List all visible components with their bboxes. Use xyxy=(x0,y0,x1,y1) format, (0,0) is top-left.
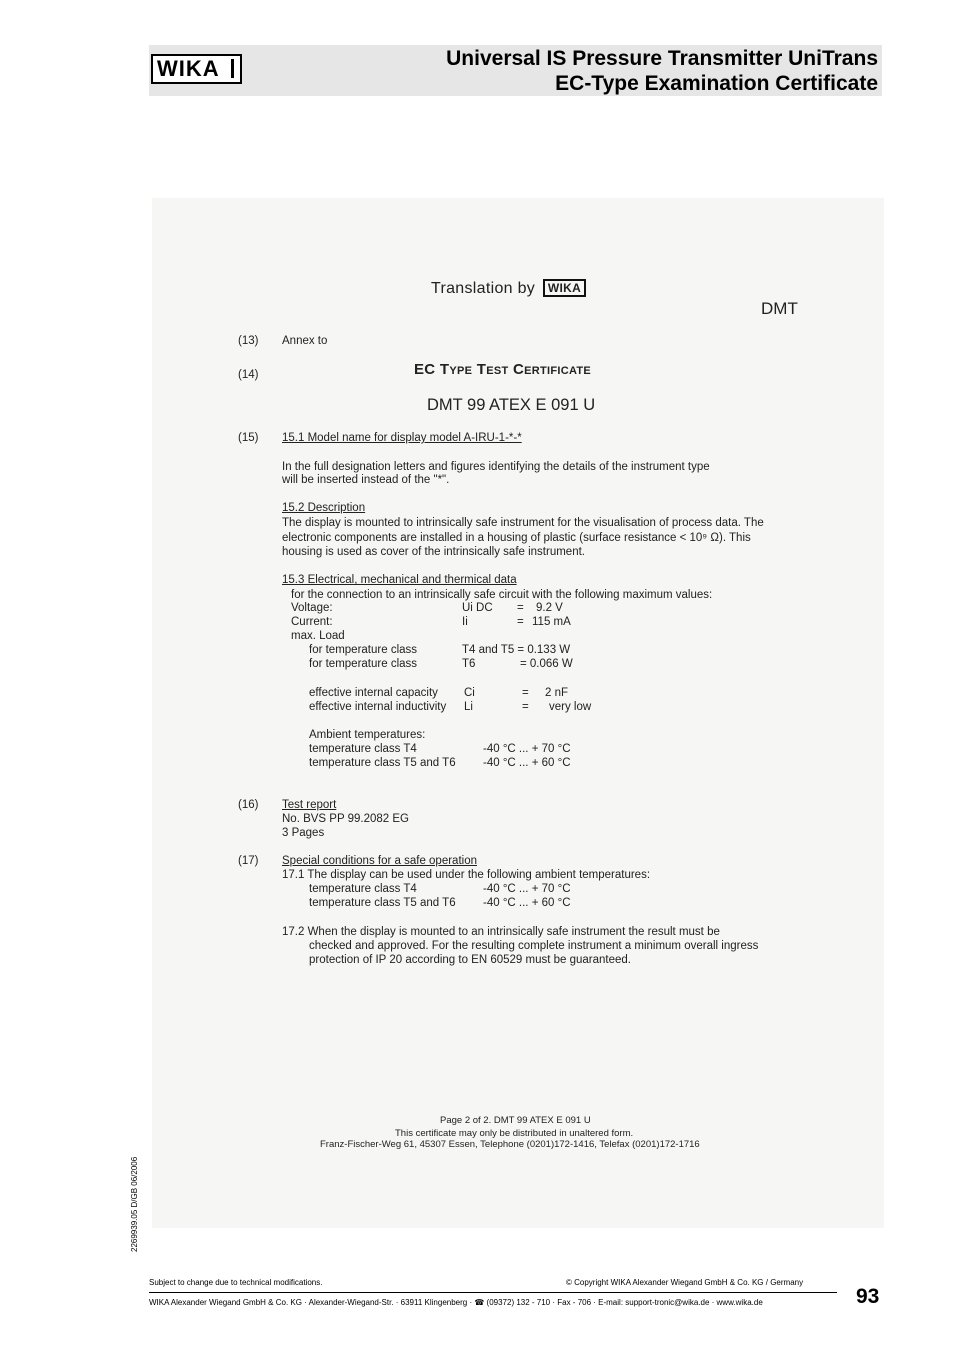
voltage-value: 9.2 V xyxy=(536,602,563,614)
heading-17: Special conditions for a safe operation xyxy=(282,855,477,867)
heading-15-3: 15.3 Electrical, mechanical and thermical data xyxy=(282,574,517,586)
title-line-1: Universal IS Pressure Transmitter UniTrans xyxy=(446,47,878,70)
current-label: Current: xyxy=(291,616,333,628)
para-15-2-line1: The display is mounted to intrinsically safe instrument for the visualisation of process data. The xyxy=(282,517,764,529)
inductivity-label: effective internal inductivity xyxy=(309,701,447,713)
title-line-2: EC-Type Examination Certificate xyxy=(555,72,878,95)
capacity-label: effective internal capacity xyxy=(309,687,438,699)
test-report-pages: 3 Pages xyxy=(282,827,325,839)
translation-logo: WIKA xyxy=(543,279,586,297)
load-1-label: for temperature class xyxy=(309,644,418,656)
footer-disclaimer: Subject to change due to technical modifications. xyxy=(149,1278,323,1287)
inductivity-eq: = xyxy=(522,701,529,713)
certificate-number: DMT 99 ATEX E 091 U xyxy=(427,396,596,414)
para-15-2-line2: electronic components are installed in a housing of plastic (surface resistance < 10⁹ Ω). This xyxy=(282,532,751,544)
ambient-2-label: temperature class T5 and T6 xyxy=(309,757,456,769)
document-code: 2269939.05 D/GB 06/2006 xyxy=(130,1156,139,1252)
section-16-number: (16) xyxy=(238,799,259,811)
section-14-number: (14) xyxy=(238,369,259,381)
footer-address: WIKA Alexander Wiegand GmbH & Co. KG · Alexander-Wiegand-Str. · 63911 Klingenberg · ☎ (09372) 132 - 710 · Fax - 706 · E-mail: support-tronic@wika.de · www.wika.de xyxy=(149,1298,763,1307)
logo-text: WIKA xyxy=(157,56,220,81)
voltage-eq: = xyxy=(517,602,524,614)
load-2-value: = 0.066 W xyxy=(520,658,573,670)
section-13-number: (13) xyxy=(238,335,259,347)
capacity-symbol: Ci xyxy=(464,687,475,699)
para-15-1-line2: will be inserted instead of the "*". xyxy=(282,474,450,486)
condition-temp-2-label: temperature class T5 and T6 xyxy=(309,897,456,909)
condition-17-2-line1: 17.2 When the display is mounted to an intrinsically safe instrument the result must be xyxy=(282,926,720,938)
condition-temp-1-value: -40 °C ... + 70 °C xyxy=(483,883,571,895)
ambient-1-value: -40 °C ... + 70 °C xyxy=(483,743,571,755)
section-13-text: Annex to xyxy=(282,335,328,347)
condition-temp-2-value: -40 °C ... + 60 °C xyxy=(483,897,571,909)
certificate-footer-line3: Franz-Fischer-Weg 61, 45307 Essen, Telephone (0201)172-1416, Telefax (0201)172-1716 xyxy=(320,1139,700,1150)
translation-line xyxy=(431,279,586,297)
condition-17-2-line3: protection of IP 20 according to EN 60529 must be guaranteed. xyxy=(309,954,631,966)
electrical-intro: for the connection to an intrinsically safe circuit with the following maximum values: xyxy=(291,589,713,601)
translation-label: Translation by xyxy=(431,280,536,297)
certificate-footer-line2: This certificate may only be distributed in unaltered form. xyxy=(395,1128,634,1139)
condition-17-2-line2: checked and approved. For the resulting complete instrument a minimum overall ingress xyxy=(309,940,759,952)
voltage-label: Voltage: xyxy=(291,602,333,614)
max-load-label: max. Load xyxy=(291,630,345,642)
ambient-1-label: temperature class T4 xyxy=(309,743,417,755)
certificate-title: EC Type Test Certificate xyxy=(414,361,592,378)
dmt-mark: DMT xyxy=(761,299,798,318)
condition-17-1: 17.1 The display can be used under the following ambient temperatures: xyxy=(282,869,651,881)
heading-15-1: 15.1 Model name for display model A-IRU-1-*-* xyxy=(282,432,522,444)
load-1-value: T4 and T5 = 0.133 W xyxy=(462,644,571,656)
load-2-class: T6 xyxy=(462,658,476,670)
load-2-label: for temperature class xyxy=(309,658,418,670)
test-report-number: No. BVS PP 99.2082 EG xyxy=(282,813,410,825)
voltage-symbol: Ui DC xyxy=(462,602,493,614)
section-17-number: (17) xyxy=(238,855,259,867)
section-15-number: (15) xyxy=(238,432,259,444)
inductivity-value: very low xyxy=(549,701,592,713)
ambient-heading: Ambient temperatures: xyxy=(309,729,426,741)
heading-16: Test report xyxy=(282,799,337,811)
scanned-certificate xyxy=(152,198,884,1228)
para-15-1-line1: In the full designation letters and figures identifying the details of the instrument type xyxy=(282,461,710,473)
current-symbol: Ii xyxy=(462,616,468,628)
condition-temp-1-label: temperature class T4 xyxy=(309,883,417,895)
capacity-value: 2 nF xyxy=(545,687,569,699)
page-number: 93 xyxy=(856,1285,880,1308)
page-title xyxy=(446,46,878,96)
capacity-eq: = xyxy=(522,687,529,699)
current-value: 115 mA xyxy=(532,616,571,628)
certificate-footer-line1: Page 2 of 2. DMT 99 ATEX E 091 U xyxy=(440,1115,591,1126)
footer-copyright: © Copyright WIKA Alexander Wiegand GmbH & Co. KG / Germany xyxy=(566,1278,804,1287)
current-eq: = xyxy=(517,616,524,628)
inductivity-symbol: Li xyxy=(464,701,473,713)
footer-divider xyxy=(149,1292,837,1293)
heading-15-2: 15.2 Description xyxy=(282,502,366,514)
ambient-2-value: -40 °C ... + 60 °C xyxy=(483,757,571,769)
wika-logo xyxy=(151,54,242,84)
para-15-2-line3: housing is used as cover of the intrinsically safe instrument. xyxy=(282,546,585,558)
logo-bar xyxy=(231,59,234,78)
